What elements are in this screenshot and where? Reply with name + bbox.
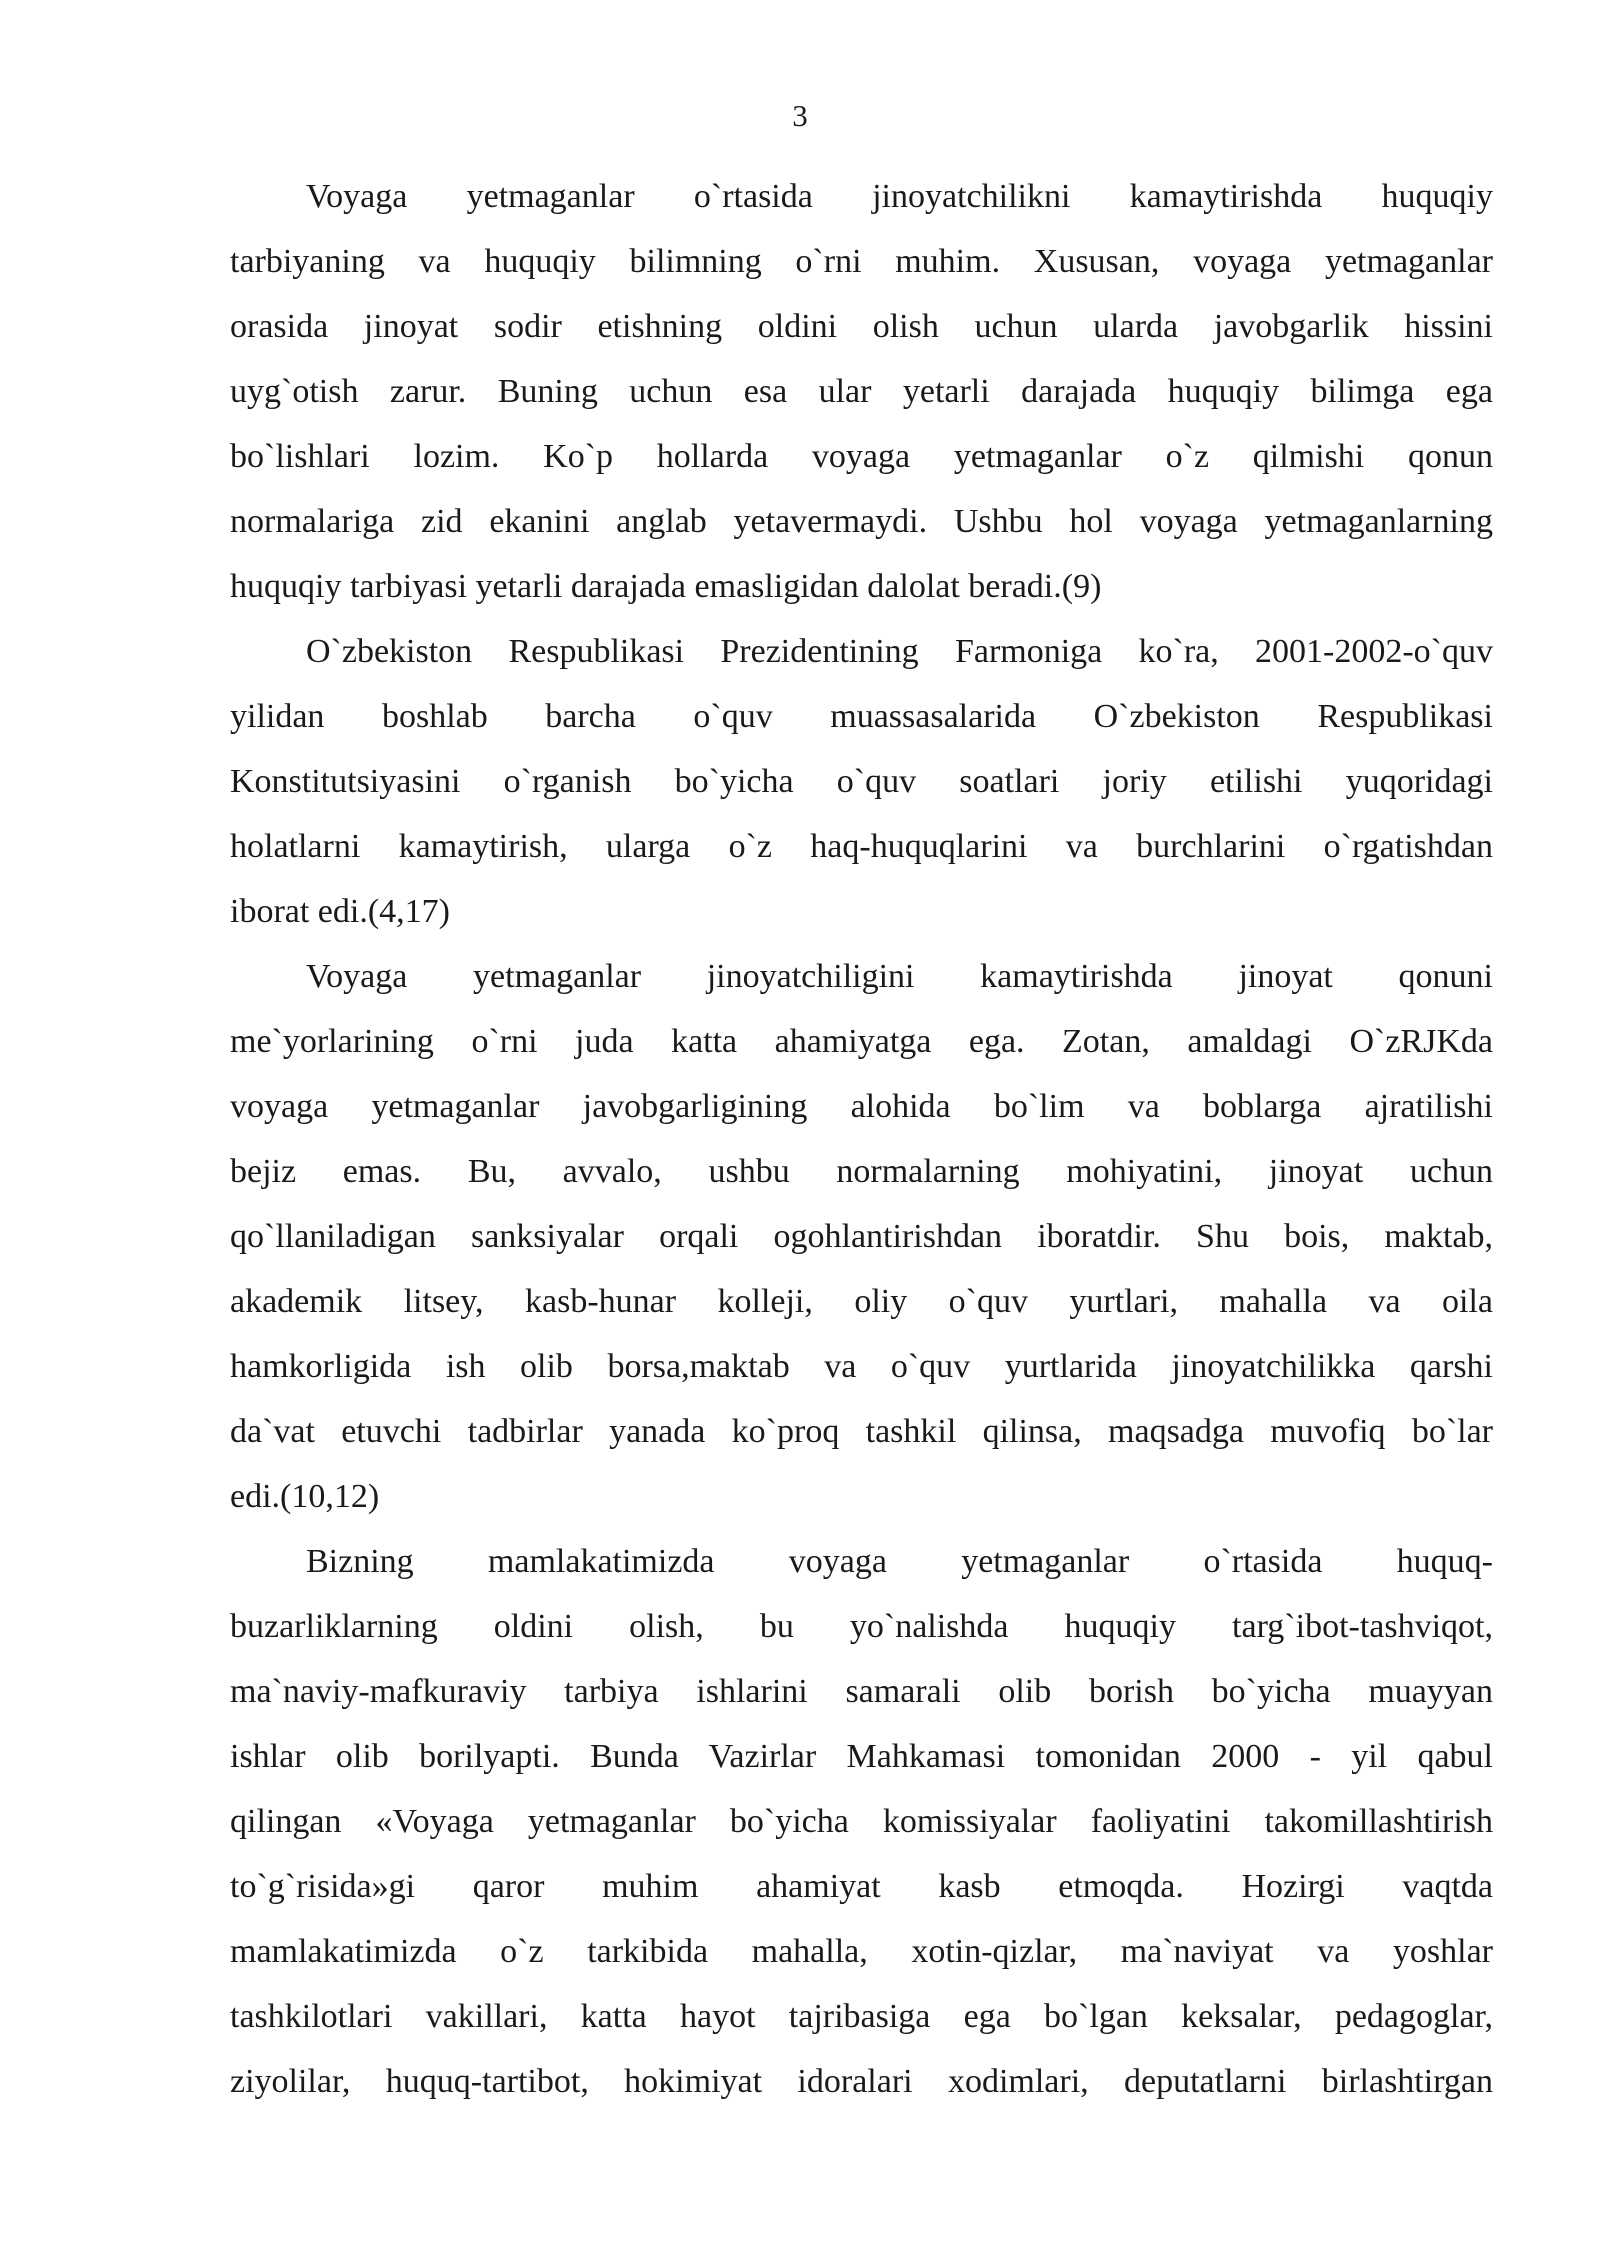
text-line: bejiz emas. Bu, avvalo, ushbu normalarning mohiyatini, jinoyat uchun [230, 1153, 1493, 1190]
text-line: Voyaga yetmaganlar jinoyatchiligini kamaytirishda jinoyat qonuni [306, 958, 1493, 995]
paragraph-2 [230, 619, 1493, 944]
text-line: qo`llaniladigan sanksiyalar orqali ogohlantirishdan iboratdir. Shu bois, maktab, [230, 1218, 1493, 1255]
text-line: Bizning mamlakatimizda voyaga yetmaganlar o`rtasida huquq- [306, 1543, 1493, 1580]
text-line: mamlakatimizda o`z tarkibida mahalla, xotin-qizlar, ma`naviyat va yoshlar [230, 1933, 1493, 1970]
text-line: tashkilotlari vakillari, katta hayot tajribasiga ega bo`lgan keksalar, pedagoglar, [230, 1998, 1493, 2035]
text-line: iborat edi.(4,17) [230, 893, 450, 930]
text-line: da`vat etuvchi tadbirlar yanada ko`proq tashkil qilinsa, maqsadga muvofiq bo`lar [230, 1413, 1493, 1450]
text-line: O`zbekiston Respublikasi Prezidentining Farmoniga ko`ra, 2001-2002-o`quv [306, 633, 1493, 670]
text-line: akademik litsey, kasb-hunar kolleji, oliy o`quv yurtlari, mahalla va oila [230, 1283, 1493, 1320]
text-line: to`g`risida»gi qaror muhim ahamiyat kasb etmoqda. Hozirgi vaqtda [230, 1868, 1493, 1905]
text-line: Voyaga yetmaganlar o`rtasida jinoyatchilikni kamaytirishda huquqiy [306, 178, 1493, 215]
text-line: bo`lishlari lozim. Ko`p hollarda voyaga yetmaganlar o`z qilmishi qonun [230, 438, 1493, 475]
text-line: Konstitutsiyasini o`rganish bo`yicha o`quv soatlari joriy etilishi yuqoridagi [230, 763, 1493, 800]
body-text [230, 164, 1493, 2114]
text-line: voyaga yetmaganlar javobgarligining alohida bo`lim va boblarga ajratilishi [230, 1088, 1493, 1125]
text-line: qilingan «Voyaga yetmaganlar bo`yicha komissiyalar faoliyatini takomillashtirish [230, 1803, 1493, 1840]
text-line: uyg`otish zarur. Buning uchun esa ular yetarli darajada huquqiy bilimga ega [230, 373, 1493, 410]
paragraph-1 [230, 164, 1493, 619]
text-line: buzarliklarning oldini olish, bu yo`nalishda huquqiy targ`ibot-tashviqot, [230, 1608, 1493, 1645]
paragraph-4 [230, 1529, 1493, 2114]
paragraph-3 [230, 944, 1493, 1529]
text-line: orasida jinoyat sodir etishning oldini olish uchun ularda javobgarlik hissini [230, 308, 1493, 345]
page-number: 3 [792, 98, 808, 133]
text-line: me`yorlarining o`rni juda katta ahamiyatga ega. Zotan, amaldagi O`zRJKda [230, 1023, 1493, 1060]
text-line: ma`naviy-mafkuraviy tarbiya ishlarini samarali olib borish bo`yicha muayyan [230, 1673, 1493, 1710]
text-line: huquqiy tarbiyasi yetarli darajada emasligidan dalolat beradi.(9) [230, 568, 1102, 605]
text-line: edi.(10,12) [230, 1478, 380, 1515]
text-line: hamkorligida ish olib borsa,maktab va o`quv yurtlarida jinoyatchilikka qarshi [230, 1348, 1493, 1385]
text-line: tarbiyaning va huquqiy bilimning o`rni muhim. Xususan, voyaga yetmaganlar [230, 243, 1493, 280]
text-line: ziyolilar, huquq-tartibot, hokimiyat idoralari xodimlari, deputatlarni birlashtirgan [230, 2063, 1493, 2100]
text-line: normalariga zid ekanini anglab yetavermaydi. Ushbu hol voyaga yetmaganlarning [230, 503, 1493, 540]
text-line: holatlarni kamaytirish, ularga o`z haq-huquqlarini va burchlarini o`rgatishdan [230, 828, 1493, 865]
text-line: ishlar olib borilyapti. Bunda Vazirlar Mahkamasi tomonidan 2000 - yil qabul [230, 1738, 1493, 1775]
text-line: yilidan boshlab barcha o`quv muassasalarida O`zbekiston Respublikasi [230, 698, 1493, 735]
